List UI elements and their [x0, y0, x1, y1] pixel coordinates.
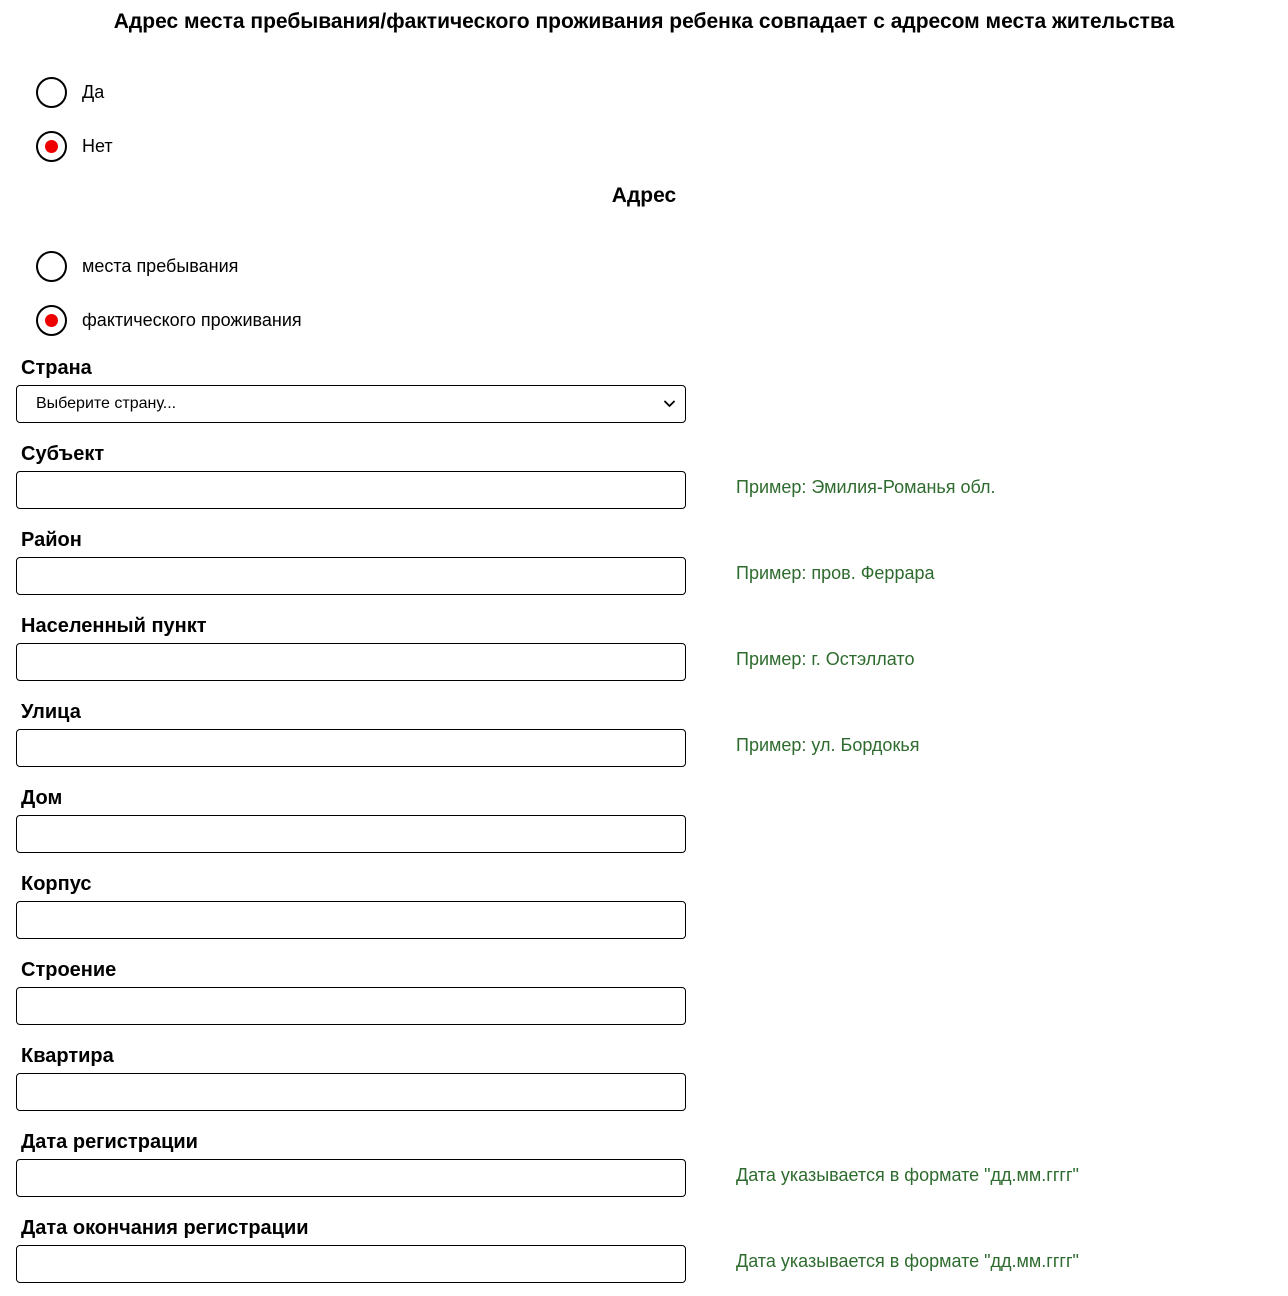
- radio-label: Нет: [82, 136, 113, 156]
- subject-input[interactable]: [16, 471, 686, 509]
- structure-input[interactable]: [16, 987, 686, 1025]
- building-label: Корпус: [21, 873, 92, 895]
- apartment-label: Квартира: [21, 1045, 114, 1067]
- structure-label: Строение: [21, 959, 117, 981]
- registration-end-date-input[interactable]: [16, 1245, 686, 1283]
- district-label: Район: [21, 529, 82, 551]
- street-hint: Пример: ул. Бордокья: [736, 735, 920, 755]
- subject-hint: Пример: Эмилия-Романья обл.: [736, 477, 996, 497]
- house-input[interactable]: [16, 815, 686, 853]
- radio-label: фактического проживания: [82, 310, 302, 330]
- radio-button-checked[interactable]: [36, 305, 67, 336]
- radio-button[interactable]: [36, 77, 67, 108]
- radio-option-actual-residence[interactable]: [36, 303, 302, 337]
- radio-option-no[interactable]: [36, 129, 113, 163]
- radio-label: Да: [82, 82, 105, 102]
- apartment-input[interactable]: [16, 1073, 686, 1111]
- subject-label: Субъект: [21, 443, 105, 465]
- district-hint: Пример: пров. Феррара: [736, 563, 935, 583]
- building-input[interactable]: [16, 901, 686, 939]
- street-label: Улица: [21, 701, 81, 723]
- registration-date-hint: Дата указывается в формате "дд.мм.гггг": [736, 1165, 1079, 1185]
- house-label: Дом: [21, 787, 63, 809]
- radio-option-stay-place[interactable]: [36, 249, 238, 283]
- locality-input[interactable]: [16, 643, 686, 681]
- page-title: Адрес места пребывания/фактического проживания ребенка совпадает с адресом места жительства: [113, 10, 1175, 33]
- radio-label: места пребывания: [82, 256, 239, 276]
- chevron-down-icon: [664, 400, 675, 408]
- radio-button-checked[interactable]: [36, 131, 67, 162]
- country-label: Страна: [21, 357, 92, 379]
- district-input[interactable]: [16, 557, 686, 595]
- locality-label: Населенный пункт: [21, 615, 207, 637]
- radio-option-yes[interactable]: [36, 75, 104, 109]
- locality-hint: Пример: г. Остэллато: [736, 649, 915, 669]
- country-select[interactable]: [16, 385, 686, 423]
- section-title-address: Адрес: [611, 184, 677, 207]
- registration-date-label: Дата регистрации: [21, 1131, 198, 1153]
- country-select-value: Выберите страну...: [36, 395, 177, 412]
- registration-end-date-label: Дата окончания регистрации: [21, 1217, 309, 1239]
- registration-date-input[interactable]: [16, 1159, 686, 1197]
- street-input[interactable]: [16, 729, 686, 767]
- registration-end-date-hint: Дата указывается в формате "дд.мм.гггг": [736, 1251, 1079, 1271]
- radio-button[interactable]: [36, 251, 67, 282]
